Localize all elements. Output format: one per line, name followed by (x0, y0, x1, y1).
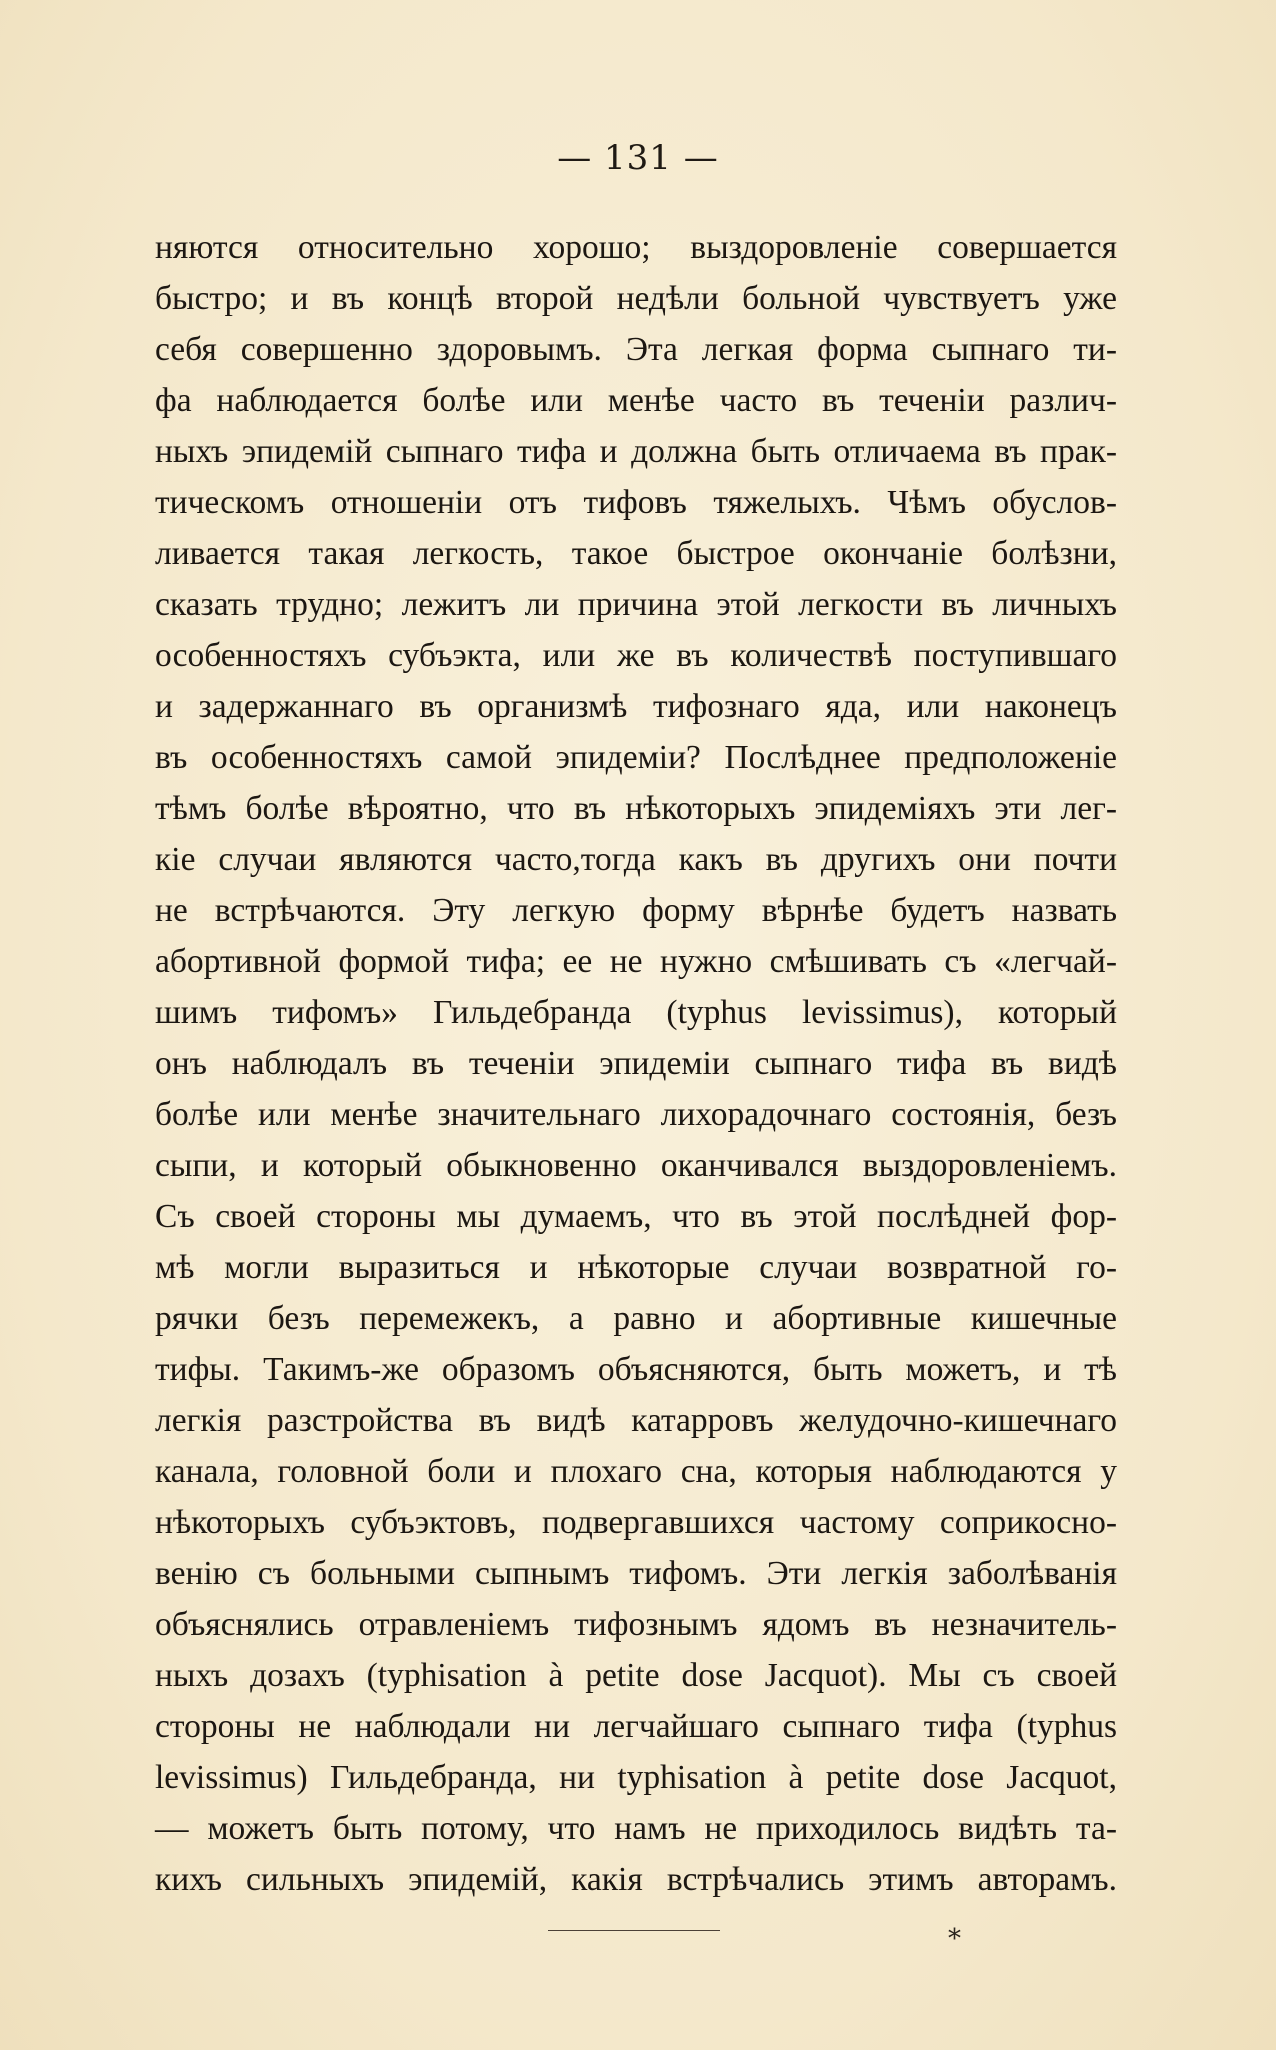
text-line: сказать трудно; лежитъ ли причина этой легкости въ личныхъ (155, 586, 1117, 623)
text-line: болѣе или менѣе значительнаго лихорадочнаго состоянія, безъ (155, 1096, 1117, 1133)
text-line: фа наблюдается болѣе или менѣе часто въ теченіи различ- (155, 382, 1117, 419)
text-line: ныхъ эпидемій сыпнаго тифа и должна быть отличаема въ прак- (155, 433, 1117, 470)
text-line: levissimus) Гильдебранда, ни typhisation à petite dose Jacquot, (155, 1759, 1117, 1796)
text-line: не встрѣчаются. Эту легкую форму вѣрнѣе будетъ назвать (155, 892, 1117, 929)
text-line: и задержаннаго въ организмѣ тифознаго яда, или наконецъ (155, 688, 1117, 725)
text-line: ныхъ дозахъ (typhisation à petite dose Jacquot). Мы съ своей (155, 1657, 1117, 1694)
text-line: тифы. Такимъ-же образомъ объясняются, быть можетъ, и тѣ (155, 1351, 1117, 1388)
text-line: особенностяхъ субъэкта, или же въ количествѣ поступившаго (155, 637, 1117, 674)
text-line: кихъ сильныхъ эпидемій, какія встрѣчались этимъ авторамъ. (155, 1861, 1117, 1898)
text-line: сыпи, и который обыкновенно оканчивался выздоровленіемъ. (155, 1147, 1117, 1184)
text-line: абортивной формой тифа; ее не нужно смѣшивать съ «легчай- (155, 943, 1117, 980)
signature-mark: * (948, 1924, 961, 1954)
text-line: тѣмъ болѣе вѣроятно, что въ нѣкоторыхъ эпидеміяхъ эти лег- (155, 790, 1117, 827)
text-line: ливается такая легкость, такое быстрое окончаніе болѣзни, (155, 535, 1117, 572)
text-line: легкія разстройства въ видѣ катарровъ желудочно-кишечнаго (155, 1402, 1117, 1439)
text-line: кіе случаи являются часто,тогда какъ въ другихъ они почти (155, 841, 1117, 878)
text-line: себя совершенно здоровымъ. Эта легкая форма сыпнаго ти- (155, 331, 1117, 368)
text-line: стороны не наблюдали ни легчайшаго сыпнаго тифа (typhus (155, 1708, 1117, 1745)
text-line: рячки безъ перемежекъ, а равно и абортивные кишечные (155, 1300, 1117, 1337)
text-line: венію съ больными сыпнымъ тифомъ. Эти легкія заболѣванія (155, 1555, 1117, 1592)
page-number-header: — 131 — (557, 138, 719, 178)
body-text (155, 222, 1117, 1905)
text-line: тическомъ отношеніи отъ тифовъ тяжелыхъ. Чѣмъ обуслов- (155, 484, 1117, 521)
text-line: въ особенностяхъ самой эпидеміи? Послѣднее предположеніе (155, 739, 1117, 776)
text-line: Съ своей стороны мы думаемъ, что въ этой послѣдней фор- (155, 1198, 1117, 1235)
text-line: нѣкоторыхъ субъэктовъ, подвергавшихся частому соприкосно- (155, 1504, 1117, 1541)
text-line: канала, головной боли и плохаго сна, которыя наблюдаются у (155, 1453, 1117, 1490)
text-line: быстро; и въ концѣ второй недѣли больной чувствуетъ уже (155, 280, 1117, 317)
page-footer (0, 1924, 1276, 1958)
text-line: шимъ тифомъ» Гильдебранда (typhus levissimus), который (155, 994, 1117, 1031)
text-line: объяснялись отравленіемъ тифознымъ ядомъ въ незначитель- (155, 1606, 1117, 1643)
text-line: мѣ могли выразиться и нѣкоторые случаи возвратной го- (155, 1249, 1117, 1286)
footer-rule (548, 1930, 720, 1931)
text-line: онъ наблюдалъ въ теченіи эпидеміи сыпнаго тифа въ видѣ (155, 1045, 1117, 1082)
text-line: няются относительно хорошо; выздоровленіе совершается (155, 229, 1117, 266)
text-line: — можетъ быть потому, что намъ не приходилось видѣть та- (155, 1810, 1117, 1847)
